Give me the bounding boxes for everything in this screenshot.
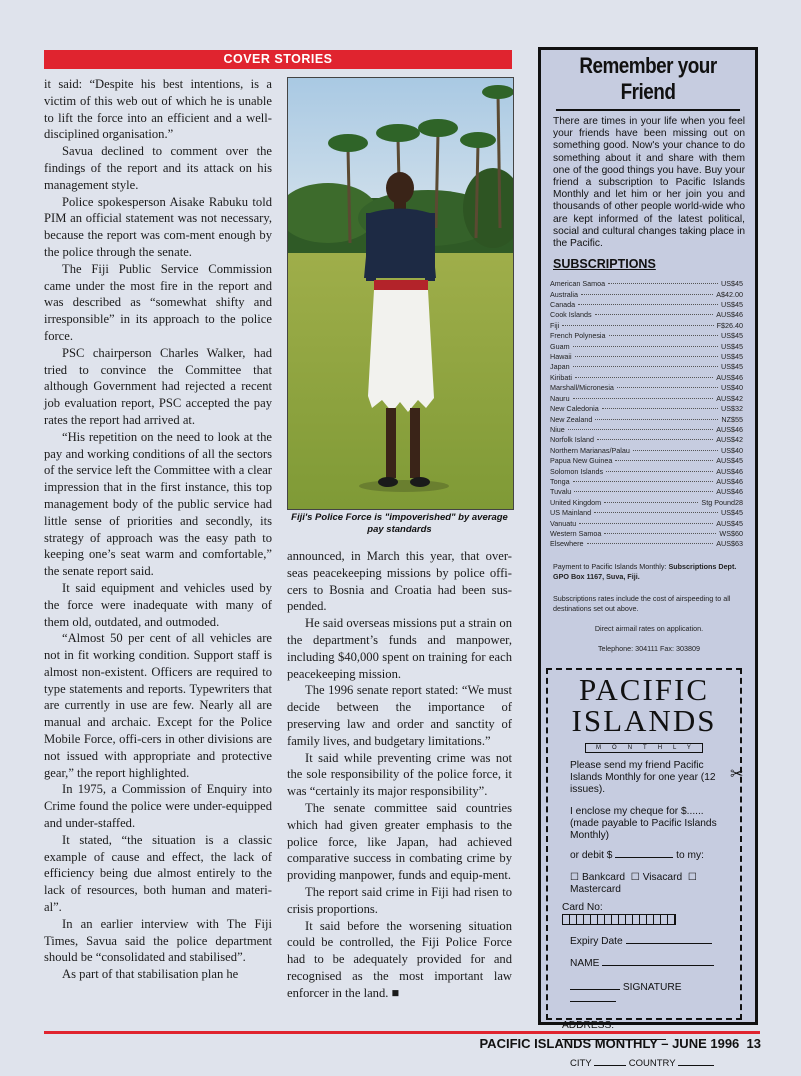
rate-leader — [578, 304, 718, 305]
paragraph: Savua declined to comment over the findings of the report and its attack on his management style. — [44, 144, 272, 192]
debit-prefix: or debit $ — [570, 850, 613, 861]
pim-logo — [548, 674, 740, 754]
rate-region: American Samoa — [550, 279, 606, 289]
rate-region: Papua New Guinea — [550, 456, 613, 466]
rate-row — [550, 290, 743, 300]
rate-region: Cook Islands — [550, 310, 592, 320]
logo-line-3: MONTHLY — [585, 743, 703, 753]
rate-row — [550, 456, 743, 466]
rate-leader — [594, 512, 718, 513]
card-options — [570, 872, 722, 896]
rate-leader — [615, 460, 713, 461]
rate-row — [550, 498, 743, 508]
rate-region: Niue — [550, 424, 565, 434]
rate-price: AUS$46 — [716, 466, 743, 476]
sidebar-intro: There are times in your life when you feel your friends have been missing out on something good. Now's your chance to do something about it and share with them one of the good things you have. Buy your friend a subscription to Pacific Islands Monthly and let him or her join you and thousands of other people world-wide who are kept informed of the latest political, social and cultural changes taking place in the Pacific. — [553, 116, 745, 250]
paragraph: it said: “Despite his best intentions, is a victim of this web out of which he is unable to lift the force into an efficient and a well-disciplined organisation.” — [44, 77, 272, 142]
rate-row — [550, 487, 743, 497]
rate-row — [550, 321, 743, 331]
rate-region: Tuvalu — [550, 487, 572, 497]
page-footer — [479, 1036, 761, 1051]
name-label: NAME — [570, 958, 600, 970]
rate-region: US Mainland — [550, 508, 592, 518]
rate-region: Japan — [550, 362, 570, 372]
rate-price: US$40 — [721, 445, 743, 455]
rate-price: US$45 — [721, 279, 743, 289]
bankcard-checkbox[interactable]: ☐ — [570, 872, 580, 883]
phone-line: Telephone: 304111 Fax: 303809 — [597, 643, 701, 653]
rate-price: US$45 — [721, 508, 743, 518]
footer-page-number: 13 — [746, 1036, 761, 1051]
footer-publication: PACIFIC ISLANDS MONTHLY – JUNE 1996 — [479, 1036, 740, 1051]
rate-row — [550, 446, 743, 456]
rate-leader — [633, 450, 718, 451]
signature-field[interactable] — [570, 989, 620, 990]
rate-row — [550, 477, 743, 487]
rate-leader — [609, 335, 718, 336]
rate-price: US$45 — [721, 331, 743, 341]
rate-row — [550, 415, 743, 425]
rate-row — [550, 519, 743, 529]
rate-region: Fiji — [550, 320, 560, 330]
visacard-label: Visacard — [642, 872, 683, 883]
paragraph: The report said crime in Fiji had risen to crisis proportions. — [287, 884, 512, 916]
rate-region: New Zealand — [550, 414, 593, 424]
rate-leader — [597, 439, 713, 440]
paragraph: The 1996 senate report stated: “We must decide between the importance of preserving law and order and sanctity of family lives, and budgetary limitations.” — [287, 683, 512, 748]
coupon-debit — [570, 850, 722, 862]
rate-price: US$45 — [721, 352, 743, 362]
rate-region: Elsewhere — [550, 539, 584, 549]
paragraph: It said before the worsening situation could be controlled, the Fiji Police Force had to be adequately provided for and recognised as the most important law enforcer in the land. ■ — [287, 918, 512, 1000]
logo-line-1: PACIFIC — [578, 672, 710, 707]
rate-region: Guam — [550, 341, 570, 351]
rate-list — [550, 279, 743, 550]
rate-leader — [579, 523, 713, 524]
rate-price: AUS$46 — [716, 476, 743, 486]
rate-price: NZ$55 — [721, 414, 743, 424]
name-field[interactable] — [602, 965, 714, 966]
card-number-label: Card No: — [562, 902, 603, 913]
rate-leader — [587, 543, 714, 544]
card-number-field[interactable] — [562, 914, 676, 925]
rate-price: AUS$46 — [716, 424, 743, 434]
rate-price: WS$60 — [719, 528, 743, 538]
rate-leader — [602, 408, 718, 409]
rate-row — [550, 394, 743, 404]
rate-leader — [604, 502, 698, 503]
rate-leader — [573, 366, 718, 367]
paragraph: “His repetition on the need to look at the pay and working conditions of all the sectors of the service left the Committee with a clear impression that in the first instance, this top management body of the public service had little sense of priorities and secondly, its strategy of approach was the easy path to keeping one’s seat warm and comfortable,” the senate report said. — [44, 429, 272, 579]
rate-leader — [562, 325, 713, 326]
rate-price: F$26.40 — [716, 320, 743, 330]
rate-row — [550, 373, 743, 383]
rate-leader — [608, 283, 718, 284]
police-officer-photo — [287, 77, 514, 510]
paragraph: announced, in March this year, that over-seas peacekeeping missions by police offi-cers to Bosnia and Croatia had been sus-pended. — [287, 549, 512, 614]
rate-price: AUS$45 — [716, 518, 743, 528]
signature-label: SIGNATURE — [622, 982, 682, 994]
rate-price: US$32 — [721, 404, 743, 414]
paragraph: It stated, “the situation is a classic example of cause and effect, the lack of efficiency being due almost entirely to the lack of resources, both human and materi-al”. — [44, 832, 272, 915]
rate-row — [550, 331, 743, 341]
rate-row — [550, 310, 743, 320]
rate-row — [550, 425, 743, 435]
rate-price: US$45 — [721, 341, 743, 351]
rate-price: US$40 — [721, 383, 743, 393]
rate-leader — [606, 471, 713, 472]
rate-region: United Kingdom — [550, 497, 602, 507]
signature-row — [570, 982, 722, 1006]
card-number-row — [562, 902, 714, 926]
rate-leader — [573, 398, 714, 399]
rate-leader — [574, 491, 713, 492]
paragraph: The Fiji Public Service Commission came under the most fire in the report and was described as “somewhat shifty and irresponsible” in its approach to the police force. — [44, 261, 272, 343]
rate-row — [550, 279, 743, 289]
section-banner: COVER STORIES — [44, 50, 512, 69]
paragraph: He said overseas missions put a strain on the department’s funds and manpower, including $40,000 spent on training for each peacekeeping mission. — [287, 616, 512, 681]
payment-note — [553, 562, 745, 582]
rate-region: Norfolk Island — [550, 435, 594, 445]
rate-leader — [575, 356, 718, 357]
paragraph: It said while preventing crime was not the sole responsibility of the police force, it was “certainly its major responsibility”. — [287, 750, 512, 799]
article-column-2 — [287, 548, 512, 1002]
signature-field-end[interactable] — [570, 1001, 616, 1002]
city-label: CITY — [570, 1058, 592, 1070]
sidebar-title: Remember your Friend — [556, 53, 740, 111]
rate-region: Western Samoa — [550, 528, 602, 538]
rate-region: Tonga — [550, 476, 570, 486]
rate-leader — [573, 481, 714, 482]
rate-leader — [573, 346, 718, 347]
rate-region: Marshall/Micronesia — [550, 383, 614, 393]
country-label: COUNTRY — [628, 1058, 676, 1070]
rate-leader — [595, 419, 718, 420]
rate-region: New Caledonia — [550, 404, 599, 414]
rate-region: Solomon Islands — [550, 466, 604, 476]
mastercard-checkbox[interactable]: ☐ — [687, 872, 697, 883]
rate-price: AUS$42 — [716, 435, 743, 445]
scissors-icon: ✂ — [730, 766, 744, 783]
coupon-cheque: I enclose my cheque for $...... (made payable to Pacific Islands Monthly) — [570, 806, 717, 841]
country-field[interactable] — [678, 1065, 714, 1066]
rate-region: Kiribati — [550, 372, 572, 382]
rate-row — [550, 300, 743, 310]
expiry-row — [570, 936, 722, 948]
paragraph: The senate committee said countries which had given greater emphasis to the police force, like Japan, had achieved comparative success in combating crime by providing manpower, funds and equip-ment. — [287, 800, 512, 883]
rate-price: US$45 — [721, 300, 743, 310]
rate-price: Stg Pound28 — [701, 497, 743, 507]
payment-prefix: Payment to Pacific Islands Monthly: — [553, 561, 667, 571]
airmail-note: Direct airmail rates on application. — [594, 623, 704, 633]
rate-row — [550, 529, 743, 539]
rate-row — [550, 404, 743, 414]
rate-row — [550, 352, 743, 362]
rate-price: AUS$42 — [716, 393, 743, 403]
rate-row — [550, 467, 743, 477]
debit-suffix: to my: — [676, 850, 704, 861]
article-column-1 — [44, 76, 272, 983]
rate-region: Australia — [550, 289, 578, 299]
coupon-request: Please send my friend Pacific Islands Monthly for one year (12 issues). — [570, 760, 716, 795]
rate-price: AUS$45 — [716, 456, 743, 466]
paragraph: “Almost 50 per cent of all vehicles are not in fit working condition. Support staff is almost non-existent. Officers are required to type statements and reports. Typewriters that are currently in use are few. Nearly all are manual and archaic. Except for the Police Mobile Force, offi-cers in other divisions are not issued with appropriate and protective gear,” the report highlighted. — [44, 631, 272, 780]
rate-price: AUS$46 — [716, 310, 743, 320]
rate-region: Canada — [550, 300, 576, 310]
rate-leader — [604, 533, 716, 534]
rate-price: AUS$46 — [716, 487, 743, 497]
expiry-label: Expiry Date — [570, 936, 623, 948]
paragraph: Police spokesperson Aisake Rabuku told PIM an official statement was not necessary, because the report was com-ment enough by the police through the senate. — [44, 194, 272, 259]
paragraph: In an earlier interview with The Fiji Times, Savua said the police department should be “consolidated and stabilised”. — [44, 916, 272, 965]
logo-line-2: ISLANDS — [571, 703, 717, 738]
rate-leader — [581, 294, 713, 295]
debit-amount-field[interactable] — [615, 857, 673, 858]
rate-price: AUS$46 — [716, 372, 743, 382]
visacard-checkbox[interactable]: ☐ — [630, 872, 640, 883]
rate-row — [550, 383, 743, 393]
rate-row — [550, 362, 743, 372]
rate-region: Hawaii — [550, 352, 572, 362]
rate-row — [550, 435, 743, 445]
rate-price: US$45 — [721, 362, 743, 372]
rate-region: Northern Marianas/Palau — [550, 445, 630, 455]
name-row — [570, 958, 722, 970]
address-label: ADDRESS: — [562, 1020, 615, 1032]
paragraph: PSC chairperson Charles Walker, had tried to convince the Committee that although Government had rejected a recent job evaluation report, PSC accepted the pay rates the report had arrived at. — [44, 345, 272, 427]
payment-address: Subscriptions Dept. GPO Box 1167, Suva, Fiji. — [553, 561, 737, 581]
paragraph: It said equipment and vehicles used by the force were inadequate with many of them old, outdated, and outmoded. — [44, 580, 272, 629]
rate-row — [550, 342, 743, 352]
rate-leader — [575, 377, 713, 378]
rate-row — [550, 539, 743, 549]
rate-leader — [568, 429, 713, 430]
rate-leader — [617, 387, 718, 388]
airspeeding-note: Subscriptions rates include the cost of airspeeding to all destinations set out above. — [553, 593, 731, 613]
rate-region: Nauru — [550, 393, 570, 403]
bankcard-label: Bankcard — [581, 872, 626, 883]
paragraph: As part of that stabilisation plan he — [62, 967, 239, 982]
footer-rule — [44, 1031, 760, 1034]
city-field[interactable] — [594, 1065, 626, 1066]
city-country-row — [570, 1058, 722, 1070]
rate-price: AUS$63 — [716, 539, 743, 549]
rate-leader — [595, 314, 714, 315]
subscriptions-heading: SUBSCRIPTIONS — [553, 257, 656, 272]
rate-region: French Polynesia — [550, 331, 606, 341]
photo-caption: Fiji's Police Force is "impoverished" by average pay standards — [291, 512, 508, 535]
mastercard-label: Mastercard — [570, 884, 621, 895]
rate-region: Vanuatu — [550, 518, 577, 528]
photo-illustration — [288, 78, 513, 509]
paragraph: In 1975, a Commission of Enquiry into Crime found the police were under-equipped and under-staffed. — [44, 782, 272, 831]
rate-row — [550, 508, 743, 518]
rate-price: A$42.00 — [716, 289, 743, 299]
expiry-field[interactable] — [626, 943, 712, 944]
